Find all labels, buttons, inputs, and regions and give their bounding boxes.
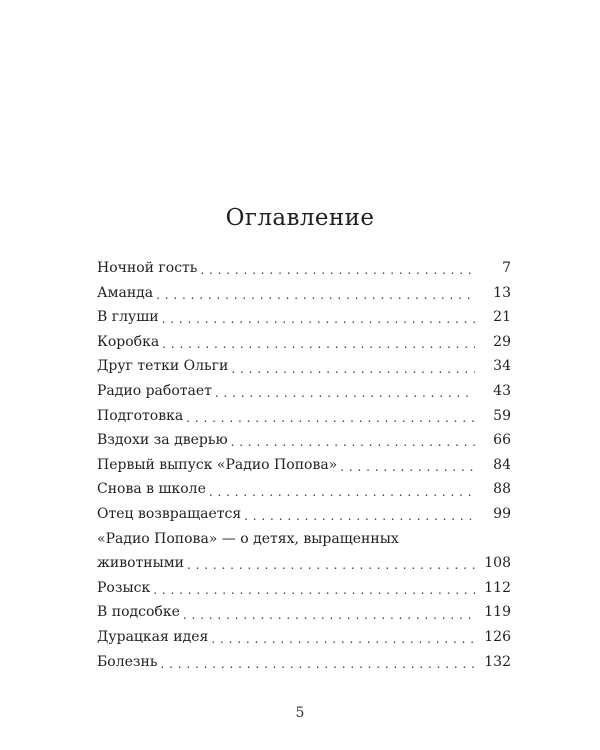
toc-entry-title: Аманда [97, 284, 154, 301]
toc-entry-title: Болезнь [97, 653, 158, 670]
toc-entry-page: 21 [493, 309, 511, 326]
toc-entry-title: Розыск [97, 579, 151, 596]
dot-leader [215, 387, 475, 401]
toc-entry-first-line [97, 527, 511, 552]
toc-entry-title: Радио работает [97, 382, 212, 399]
toc-entry-page: 29 [493, 333, 511, 350]
dot-leader [231, 363, 475, 377]
toc-entry-page: 132 [484, 653, 511, 670]
dot-leader [209, 486, 475, 500]
toc-entry [97, 453, 511, 478]
toc-entry [97, 256, 511, 281]
dot-leader [231, 436, 475, 450]
dot-leader [187, 559, 475, 573]
toc-entry [97, 404, 511, 429]
toc-entry-page: 108 [484, 555, 511, 572]
toc-entry-page: 99 [493, 505, 511, 522]
toc-entry-page: 88 [493, 481, 511, 498]
toc-entry-title: В глуши [97, 309, 159, 326]
toc-entry-page: 13 [493, 284, 511, 301]
toc-entry-title: Первый выпуск «Радио Попова» [97, 456, 338, 473]
toc-entry [97, 477, 511, 502]
toc-entry [97, 330, 511, 355]
toc-entry-page: 66 [493, 432, 511, 449]
toc-entry [97, 650, 511, 675]
toc-entry-title: животными [97, 555, 184, 572]
toc-entry-title: Снова в школе [97, 481, 206, 498]
table-of-contents [97, 256, 511, 674]
toc-entry [97, 379, 511, 404]
toc-entry [97, 600, 511, 625]
toc-entry-page: 59 [493, 407, 511, 424]
toc-entry [97, 354, 511, 379]
toc-entry [97, 305, 511, 330]
toc-entry-page: 34 [493, 358, 511, 375]
dot-leader [153, 584, 475, 598]
toc-entry-page: 126 [484, 628, 511, 645]
toc-entry-title: Дурацкая идея [97, 628, 209, 645]
dot-leader [162, 338, 475, 352]
toc-entry-page: 112 [484, 579, 511, 596]
toc-entry-title: Друг тетки Ольги [97, 358, 229, 375]
toc-entry [97, 625, 511, 650]
toc-entry [97, 281, 511, 306]
toc-entry-page: 119 [484, 604, 511, 621]
toc-entry-title: Коробка [97, 333, 160, 350]
toc-entry-title: Вздохи за дверью [97, 432, 228, 449]
toc-entry [97, 502, 511, 527]
toc-entry-title: Ночной гость [97, 260, 198, 276]
dot-leader [200, 264, 475, 278]
dot-leader [211, 633, 475, 647]
dot-leader [186, 412, 475, 426]
toc-entry-page: 7 [502, 260, 511, 276]
page-number: 5 [295, 705, 305, 721]
dot-leader [156, 289, 475, 303]
dot-leader [340, 461, 475, 475]
toc-entry-page: 43 [493, 382, 511, 399]
toc-entry [97, 428, 511, 453]
dot-leader [183, 609, 475, 623]
toc-entry-title: В подсобке [97, 604, 180, 621]
toc-entry [97, 576, 511, 601]
dot-leader [160, 658, 475, 672]
toc-entry [97, 551, 511, 576]
dot-leader [244, 510, 475, 524]
page-title: Оглавление [225, 205, 375, 231]
toc-entry-title: «Радио Попова» — о детях, выращенных [97, 530, 399, 547]
dot-leader [162, 313, 475, 327]
toc-entry-page: 84 [493, 456, 511, 473]
toc-entry-title: Отец возвращается [97, 505, 242, 522]
toc-entry-title: Подготовка [97, 407, 184, 424]
